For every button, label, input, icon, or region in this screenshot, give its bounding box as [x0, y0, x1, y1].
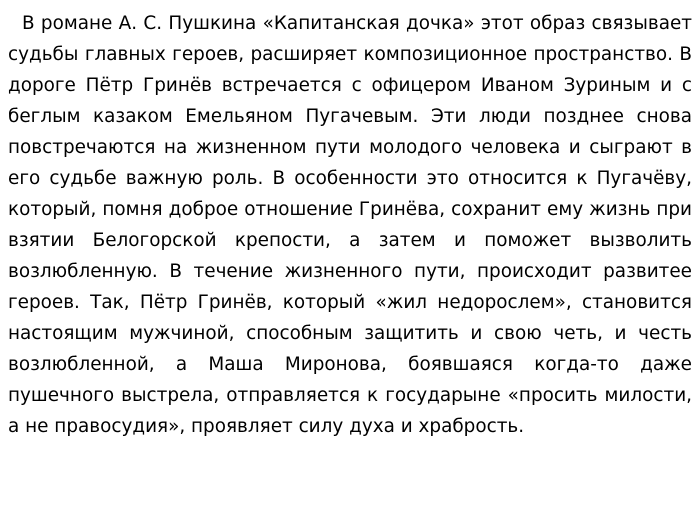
- body-paragraph: В романе А. С. Пушкина «Капитанская дочка» этот образ связывает судьбы главных героев, расширяет композиционное пространство. В дороге Пётр Гринёв встречается с офицером Иваном Зуриным и с беглым казаком Емельяном Пугачевым. Эти люди позднее снова повстречаются на жизненном пути молодого человека и сыграют в его судьбе важную роль. В особенности это относится к Пугачёву, который, помня доброе отношение Гринёва, сохранит ему жизнь при взятии Белогорской крепости, а затем и поможет вызволить возлюбленную. В течение жизненного пути, происходит развитее героев. Так, Пётр Гринёв, который «жил недорослем», становится настоящим мужчиной, способным защитить и свою четь, и честь возлюбленной, а Маша Миронова, боявшаяся когда-то даже пушечного выстрела, отправляется к государыне «просить милости, а не правосудия», проявляет силу духа и храбрость.: [8, 13, 692, 437]
